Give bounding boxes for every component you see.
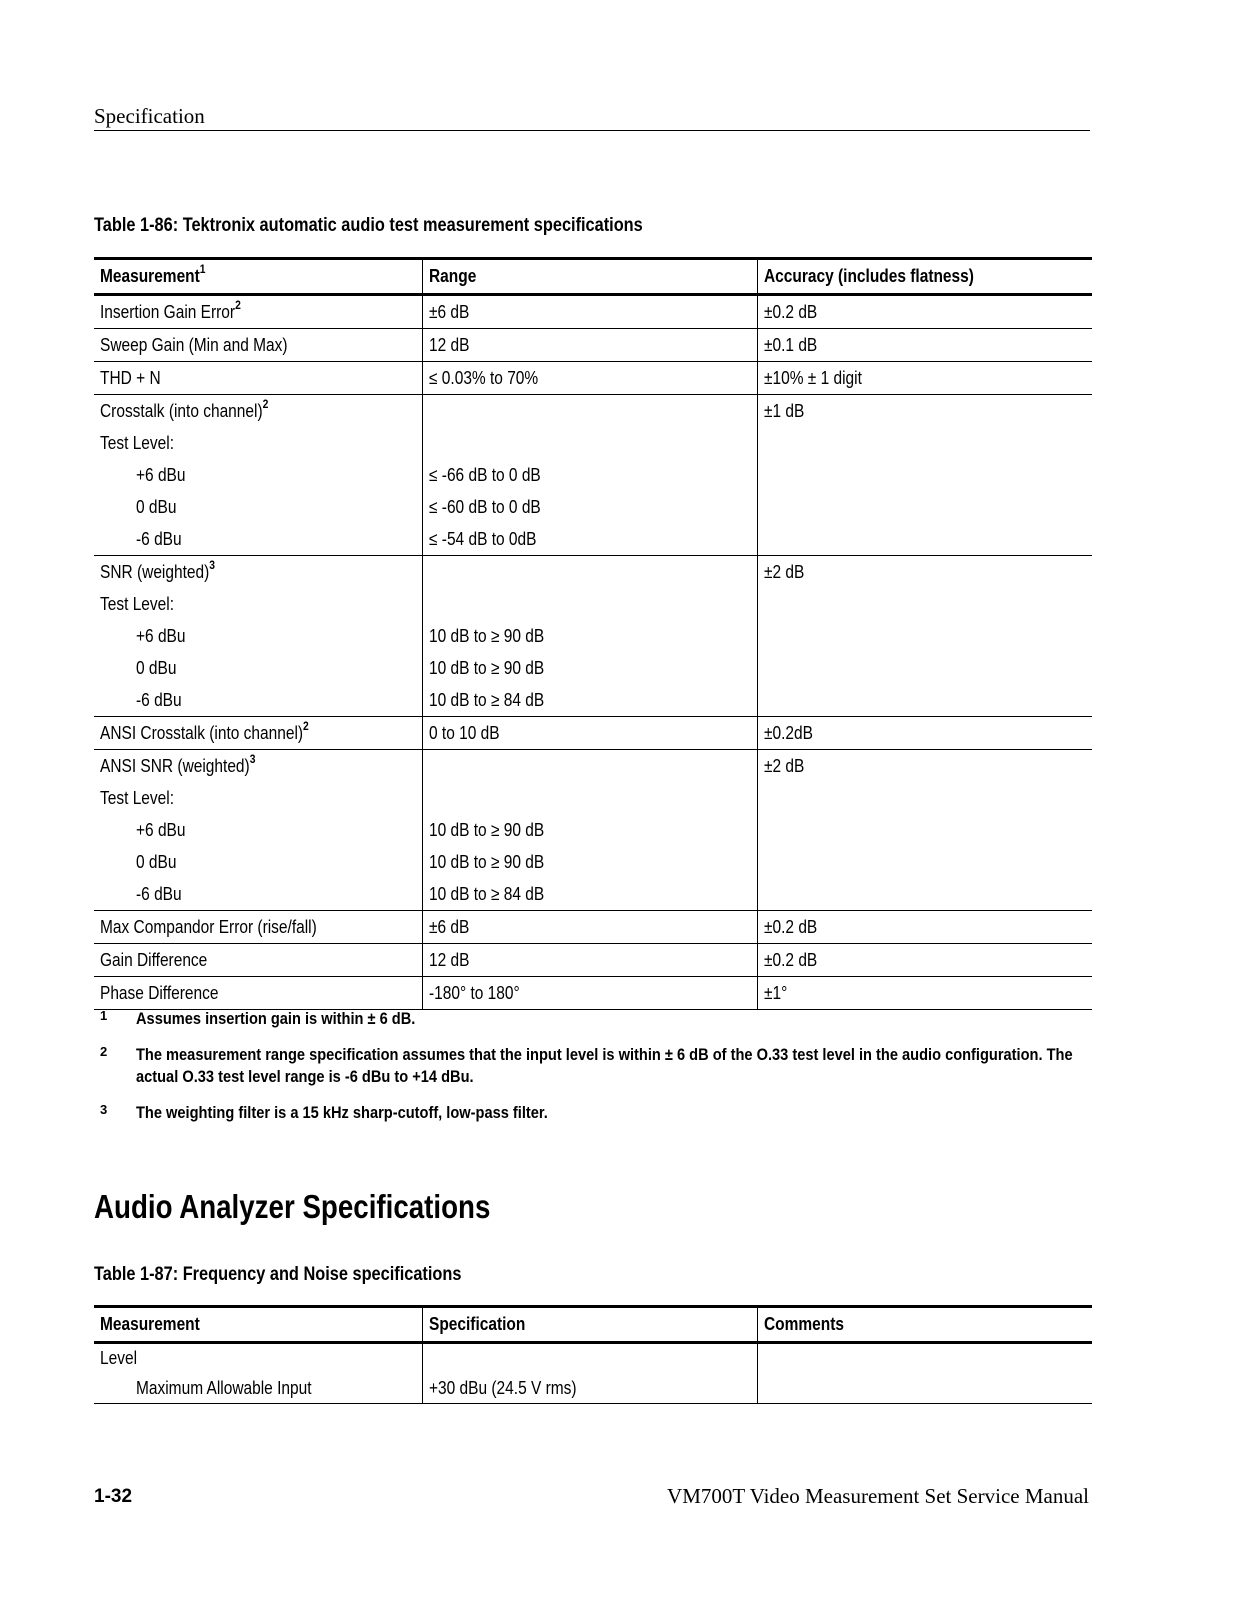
- cell-range: ≤ -66 dB to 0 dB: [422, 459, 757, 491]
- table-row: [94, 620, 1092, 652]
- cell-accuracy: [757, 588, 1092, 620]
- cell-measurement: +6 dBu: [136, 626, 186, 646]
- cell-range: [422, 750, 757, 783]
- table-1-87-caption: Table 1-87: Frequency and Noise specifications: [94, 1264, 462, 1285]
- cell-measurement: Gain Difference: [94, 944, 422, 977]
- column-header-range: Range: [422, 259, 757, 295]
- cell-range: ±6 dB: [422, 295, 757, 329]
- table-row: [94, 652, 1092, 684]
- cell-range: ±6 dB: [422, 911, 757, 944]
- cell-accuracy: ±10% ± 1 digit: [757, 362, 1092, 395]
- cell-measurement: Sweep Gain (Min and Max): [94, 329, 422, 362]
- footnote-text: The weighting filter is a 15 kHz sharp-cutoff, low-pass filter.: [136, 1103, 548, 1122]
- cell-accuracy: [757, 782, 1092, 814]
- header-rule: [94, 130, 1090, 131]
- cell-range: 12 dB: [422, 944, 757, 977]
- cell-specification: [422, 1343, 757, 1374]
- cell-measurement: Crosstalk (into channel)$^2$: [100, 397, 269, 421]
- cell-range: -180° to 180°: [422, 977, 757, 1010]
- cell-measurement: 0 dBu: [136, 497, 177, 517]
- cell-accuracy: [757, 459, 1092, 491]
- footnote: [94, 1102, 1084, 1124]
- table-header-row: [94, 1307, 1092, 1343]
- table-row: [94, 329, 1092, 362]
- cell-range: 10 dB to ≥ 90 dB: [422, 652, 757, 684]
- table-row: [94, 911, 1092, 944]
- cell-range: 0 to 10 dB: [422, 717, 757, 750]
- cell-comments: [757, 1343, 1092, 1374]
- footnote: [94, 1008, 1084, 1030]
- cell-range: 12 dB: [422, 329, 757, 362]
- table-row: [94, 944, 1092, 977]
- footnote-number: 1: [100, 1008, 108, 1023]
- cell-range: 10 dB to ≥ 90 dB: [422, 620, 757, 652]
- footnote-number: 2: [100, 1044, 108, 1059]
- cell-measurement: ANSI Crosstalk (into channel)$^2$: [94, 717, 422, 750]
- table-row: [94, 427, 1092, 459]
- cell-accuracy: [757, 846, 1092, 878]
- cell-accuracy: ±2 dB: [757, 556, 1092, 589]
- table-row: [94, 362, 1092, 395]
- table-row: [94, 684, 1092, 717]
- cell-range: 10 dB to ≥ 84 dB: [422, 684, 757, 717]
- cell-measurement: Phase Difference: [94, 977, 422, 1010]
- table-1-87: [94, 1305, 1092, 1404]
- cell-range: [422, 782, 757, 814]
- cell-range: ≤ 0.03% to 70%: [422, 362, 757, 395]
- cell-measurement: Test Level:: [100, 788, 175, 808]
- footnote-number: 3: [100, 1102, 108, 1117]
- page-number: 1-32: [94, 1486, 133, 1507]
- cell-measurement: +6 dBu: [136, 465, 186, 485]
- cell-measurement: Level: [100, 1348, 138, 1368]
- table-row: [94, 556, 1092, 589]
- cell-range: ≤ -54 dB to 0dB: [422, 523, 757, 556]
- cell-range: [422, 556, 757, 589]
- cell-accuracy: [757, 523, 1092, 556]
- table-row: [94, 523, 1092, 556]
- manual-title: VM700T Video Measurement Set Service Manual: [667, 1484, 1089, 1508]
- cell-measurement: Insertion Gain Error$^2$: [94, 295, 422, 329]
- column-header-accuracy: Accuracy (includes flatness): [757, 259, 1092, 295]
- cell-accuracy: ±1°: [757, 977, 1092, 1010]
- table-row: [94, 977, 1092, 1010]
- table-row: [94, 395, 1092, 428]
- cell-range: 10 dB to ≥ 90 dB: [422, 846, 757, 878]
- cell-range: 10 dB to ≥ 84 dB: [422, 878, 757, 911]
- section-heading: Audio Analyzer Specifications: [94, 1188, 491, 1225]
- cell-measurement: Test Level:: [100, 594, 175, 614]
- table-1-86: [94, 257, 1092, 1010]
- cell-measurement: SNR (weighted)$^3$: [100, 558, 216, 582]
- cell-range: [422, 427, 757, 459]
- table-row: [94, 846, 1092, 878]
- cell-measurement: THD + N: [94, 362, 422, 395]
- column-header-measurement: Measurement$^1$: [94, 259, 422, 295]
- cell-accuracy: [757, 652, 1092, 684]
- cell-accuracy: ±0.2 dB: [757, 295, 1092, 329]
- cell-measurement: Maximum Allowable Input: [94, 1373, 422, 1404]
- table-row: [94, 588, 1092, 620]
- footnote-text: Assumes insertion gain is within ± 6 dB.: [136, 1009, 416, 1028]
- cell-accuracy: ±0.1 dB: [757, 329, 1092, 362]
- table-row: [94, 717, 1092, 750]
- cell-measurement: -6 dBu: [94, 523, 422, 556]
- cell-range: [422, 588, 757, 620]
- table-row: [94, 1373, 1092, 1404]
- cell-measurement: 0 dBu: [136, 658, 177, 678]
- cell-range: 10 dB to ≥ 90 dB: [422, 814, 757, 846]
- cell-range: [422, 395, 757, 428]
- table-row: [94, 459, 1092, 491]
- table-row: [94, 491, 1092, 523]
- cell-measurement: ANSI SNR (weighted)$^3$: [100, 752, 256, 776]
- table-row: [94, 1343, 1092, 1374]
- footnote: [94, 1044, 1084, 1088]
- column-header-measurement: Measurement: [94, 1307, 422, 1343]
- cell-accuracy: [757, 684, 1092, 717]
- cell-accuracy: [757, 491, 1092, 523]
- cell-measurement: 0 dBu: [136, 852, 177, 872]
- table-row: [94, 814, 1092, 846]
- table-1-86-footnotes: [94, 1008, 1084, 1138]
- table-row: [94, 750, 1092, 783]
- cell-accuracy: [757, 814, 1092, 846]
- cell-measurement: Max Compandor Error (rise/fall): [94, 911, 422, 944]
- cell-accuracy: ±2 dB: [757, 750, 1092, 783]
- table-1-86-caption: Table 1-86: Tektronix automatic audio test measurement specifications: [94, 215, 643, 236]
- table-row: [94, 782, 1092, 814]
- cell-accuracy: [757, 620, 1092, 652]
- column-header-comments: Comments: [757, 1307, 1092, 1343]
- cell-measurement: -6 dBu: [94, 878, 422, 911]
- cell-accuracy: [757, 427, 1092, 459]
- cell-range: ≤ -60 dB to 0 dB: [422, 491, 757, 523]
- table-header-row: [94, 259, 1092, 295]
- footnote-text: The measurement range specification assumes that the input level is within ± 6 dB of the O.33 test level in the audio configuration. The actual O.33 test level range is -6 dBu to +14 dBu.: [136, 1045, 1073, 1086]
- cell-accuracy: ±1 dB: [757, 395, 1092, 428]
- cell-accuracy: ±0.2 dB: [757, 911, 1092, 944]
- cell-comments: [757, 1373, 1092, 1404]
- column-header-specification: Specification: [422, 1307, 757, 1343]
- cell-measurement: +6 dBu: [136, 820, 186, 840]
- running-header: Specification: [94, 104, 205, 128]
- table-row: [94, 295, 1092, 329]
- cell-accuracy: [757, 878, 1092, 911]
- cell-measurement: -6 dBu: [94, 684, 422, 717]
- cell-measurement: Test Level:: [100, 433, 175, 453]
- cell-specification: +30 dBu (24.5 V rms): [422, 1373, 757, 1404]
- cell-accuracy: ±0.2 dB: [757, 944, 1092, 977]
- table-row: [94, 878, 1092, 911]
- cell-accuracy: ±0.2dB: [757, 717, 1092, 750]
